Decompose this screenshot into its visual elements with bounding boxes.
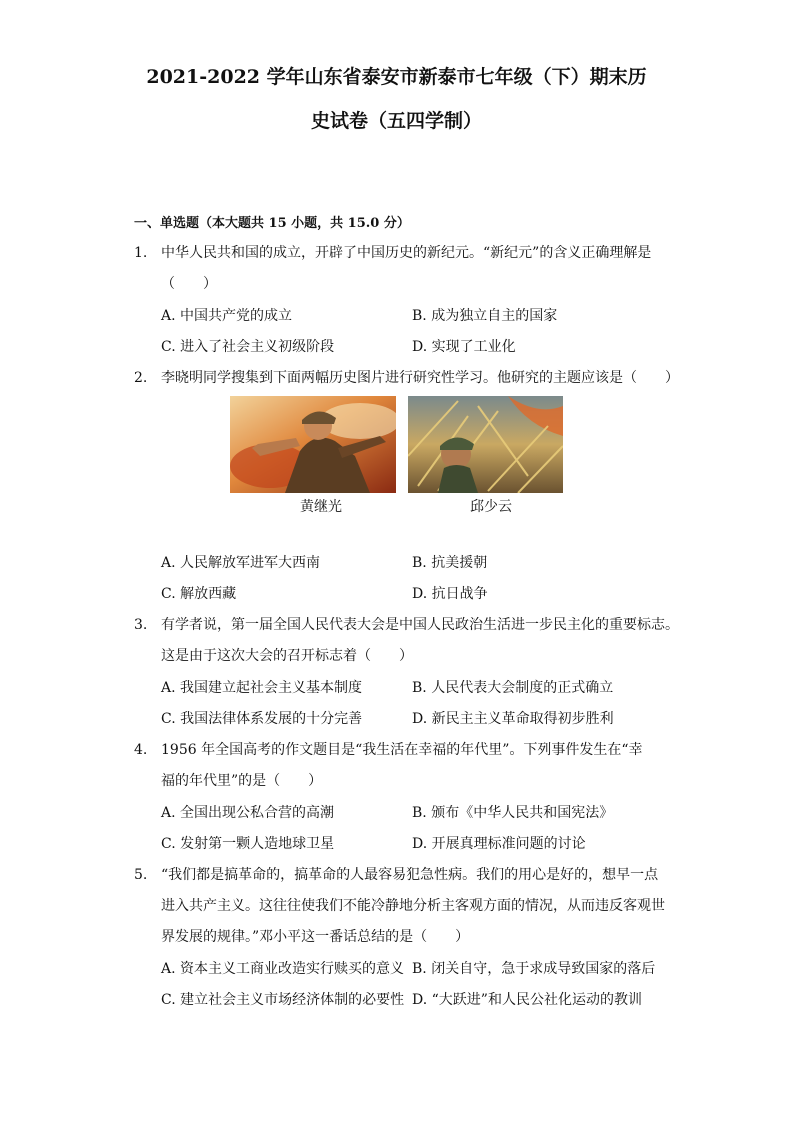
- question-2-option-c: C. 解放西藏: [161, 586, 237, 602]
- question-2-number: 2.: [134, 370, 148, 386]
- image-caption-1: 黄继光: [300, 499, 342, 515]
- question-3-stem-line-2: 这是由于这次大会的召开标志着（ ）: [161, 648, 413, 664]
- question-1-number: 1.: [134, 245, 148, 261]
- question-4-stem-line-1: 1956 年全国高考的作文题目是“我生活在幸福的年代里”。下列事件发生在“幸: [161, 742, 643, 758]
- question-4-number: 4.: [134, 742, 148, 758]
- question-5-option-c: C. 建立社会主义市场经济体制的必要性: [161, 992, 405, 1008]
- question-3-option-a: A. 我国建立起社会主义基本制度: [161, 680, 363, 696]
- question-2-option-d: D. 抗日战争: [412, 586, 488, 602]
- question-1-stem-line-2: （ ）: [161, 276, 217, 292]
- question-1-option-b: B. 成为独立自主的国家: [412, 308, 558, 324]
- question-5-stem-line-3: 界发展的规律。”邓小平这一番话总结的是（ ）: [161, 929, 470, 945]
- question-3-number: 3.: [134, 617, 148, 633]
- question-5-number: 5.: [134, 867, 148, 883]
- question-5-option-b: B. 闭关自守，急于求成导致国家的落后: [412, 961, 656, 977]
- question-5-stem-line-1: “我们都是搞革命的，搞革命的人最容易犯急性病。我们的用心是好的，想早一点: [161, 867, 659, 883]
- painting-qiu-shaoyun-icon: [408, 396, 563, 493]
- question-2-stem-line-1: 李晓明同学搜集到下面两幅历史图片进行研究性学习。他研究的主题应该是（ ）: [161, 370, 679, 386]
- question-1-option-d: D. 实现了工业化: [412, 339, 516, 355]
- question-3-stem-line-1: 有学者说，第一届全国人民代表大会是中国人民政治生活进一步民主化的重要标志。: [161, 617, 679, 633]
- question-4-option-a: A. 全国出现公私合营的高潮: [161, 805, 335, 821]
- question-4-stem-line-2: 福的年代里”的是（ ）: [161, 773, 323, 789]
- question-4-option-d: D. 开展真理标准问题的讨论: [412, 836, 586, 852]
- exam-title-line-1: 2021-2022 学年山东省泰安市新泰市七年级（下）期末历: [146, 66, 647, 88]
- question-3-option-d: D. 新民主主义革命取得初步胜利: [412, 711, 614, 727]
- question-3-option-b: B. 人民代表大会制度的正式确立: [412, 680, 614, 696]
- question-5-option-d: D. “大跃进”和人民公社化运动的教训: [412, 992, 642, 1008]
- question-1-stem-line-1: 中华人民共和国的成立，开辟了中国历史的新纪元。“新纪元”的含义正确理解是: [161, 245, 652, 261]
- question-4-option-c: C. 发射第一颗人造地球卫星: [161, 836, 335, 852]
- question-5-option-a: A. 资本主义工商业改造实行赎买的意义: [161, 961, 405, 977]
- question-4-option-b: B. 颁布《中华人民共和国宪法》: [412, 805, 614, 821]
- question-5-stem-line-2: 进入共产主义。这往往使我们不能冷静地分析主客观方面的情况，从而违反客观世: [161, 898, 665, 914]
- question-1-option-c: C. 进入了社会主义初级阶段: [161, 339, 335, 355]
- painting-huang-jiguang-icon: [230, 396, 396, 493]
- question-2-option-b: B. 抗美援朝: [412, 555, 488, 571]
- question-2-option-a: A. 人民解放军进军大西南: [161, 555, 321, 571]
- question-3-option-c: C. 我国法律体系发展的十分完善: [161, 711, 363, 727]
- image-caption-2: 邱少云: [470, 499, 512, 515]
- exam-title-line-2: 史试卷（五四学制）: [310, 110, 482, 132]
- question-1-option-a: A. 中国共产党的成立: [161, 308, 293, 324]
- section-heading: 一、单选题（本大题共 15 小题，共 15.0 分）: [134, 216, 410, 231]
